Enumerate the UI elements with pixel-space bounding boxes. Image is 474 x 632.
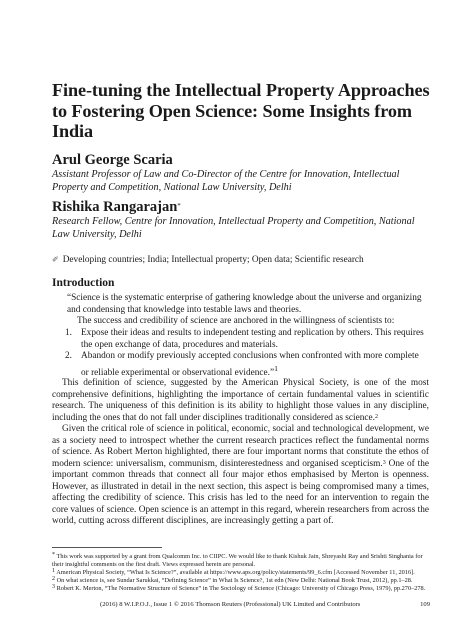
paragraph-text: One of the important common threads that connect all four major ethos emphasised by Merton is openness. However, as illustrated in detail in the next section, this aspect is being compromised many a times, affecting the credibility of science. This crisis has led to the need for an intervention to regain the core values of science. Open science is an attempt in this regard, wherein researchers from across the world, cutting across different disciplines, are increasingly getting a part of. (52, 458, 429, 527)
list-item-number: 1. (65, 328, 72, 338)
author-affiliation: Research Fellow, Centre for Innovation, Intellectual Property and Competition, National Law University, Delhi (52, 216, 415, 240)
footnote (52, 569, 430, 577)
footnote-text: Robert K. Merton, “The Normative Structure of Science” in The Sociology of Science (Chicago: University of Chicago Press, 1979), pp.270–278. (56, 585, 426, 592)
article-title: Fine-tuning the Intellectual Property Approaches to Fostering Open Science: Some Insights from India (52, 80, 430, 141)
keywords-text: Developing countries; India; Intellectual property; Open data; Scientific research (62, 255, 364, 265)
list-item (67, 328, 427, 351)
footnote-mark: 3 (52, 584, 55, 590)
footnote (52, 585, 430, 593)
footnote-mark: 1 (274, 363, 278, 373)
author-name (52, 199, 181, 215)
footnote-mark: 3 (382, 459, 386, 466)
list-item (67, 351, 427, 379)
block-quote-intro: “Science is the systematic enterprise of gathering knowledge about the universe and organizing and condensing that knowledge into testable laws and theories. (67, 293, 422, 315)
footnote-mark: 2 (374, 413, 378, 420)
footnote-mark: 2 (52, 576, 55, 582)
keyword-pen-icon: ✐ (52, 255, 59, 264)
list-item-number: 2. (65, 351, 72, 362)
footnote-text: American Physical Society, “What Is Science?”, available at https://www.aps.org/policy/statements/99_6.cfm [Accessed November 11, 2016]. (56, 569, 415, 576)
paragraph-text: Given the critical role of science in political, economic, social and technological development, we as a society need to introspect whether the current research practices reflect the fundamental norms of science. As Robert Merton highlighted, there are four important norms that constitute the ethos of modern science: universalism, communism, disinterestedness and organised scepticism. (52, 424, 429, 469)
author-affiliation: Assistant Professor of Law and Co-Director of the Centre for Innovation, Intellectual Property and Competition, National Law University, Delhi (52, 169, 400, 193)
keywords (52, 254, 432, 266)
footnote-mark: 1 (52, 568, 55, 574)
author-name (52, 152, 173, 168)
block-quote-list (67, 328, 427, 379)
footnote (52, 553, 430, 569)
footnote-divider (52, 547, 162, 548)
footnote-mark: * (52, 552, 55, 558)
paragraph-text: This definition of science, suggested by the American Physical Society, is one of the most comprehensive definitions, highlighting the importance of certain fundamental values in scientific research. The uniqueness of this definition is its ability to highlight those values in any discipline, including the ones that do not fall under disciplines traditionally considered as science. (52, 378, 429, 423)
body-paragraph (52, 378, 429, 424)
author-name-text: Rishika Rangarajan (52, 199, 178, 215)
footnote (52, 577, 430, 585)
author-footnote-mark: * (177, 202, 181, 210)
block-quote-lead: The success and credibility of science are anchored in the willingness of scientists to: (77, 316, 395, 326)
footnote-text: On what science is, see Sundar Sarukkai, “Defining Science” in What Is Science?, 1st edn (New Delhi: National Book Trust, 2012), pp.1–28. (56, 577, 413, 584)
journal-citation: (2016) 8 W.I.P.O.J., Issue 1 © 2016 Thomson Reuters (Professional) UK Limited and Contributors (100, 601, 361, 608)
page-number: 109 (420, 601, 430, 608)
author-name-text: Arul George Scaria (52, 152, 173, 168)
list-item-text: Expose their ideas and results to independent testing and replication by others. This requires the open exchange of data, procedures and materials. (81, 328, 424, 350)
section-heading: Introduction (52, 277, 115, 289)
list-item-text: Abandon or modify previously accepted conclusions when confronted with more complete or reliable experimental or observational evidence.” (81, 351, 419, 378)
footnote-text: This work was supported by a grant from Qualcomm Inc. to CIIPC. We would like to thank Kishuk Jain, Shreyashi Ray and Srishti Singhania for their insightful comments on the first draft. Views expressed herein are personal. (52, 553, 423, 568)
body-paragraph (52, 424, 429, 528)
